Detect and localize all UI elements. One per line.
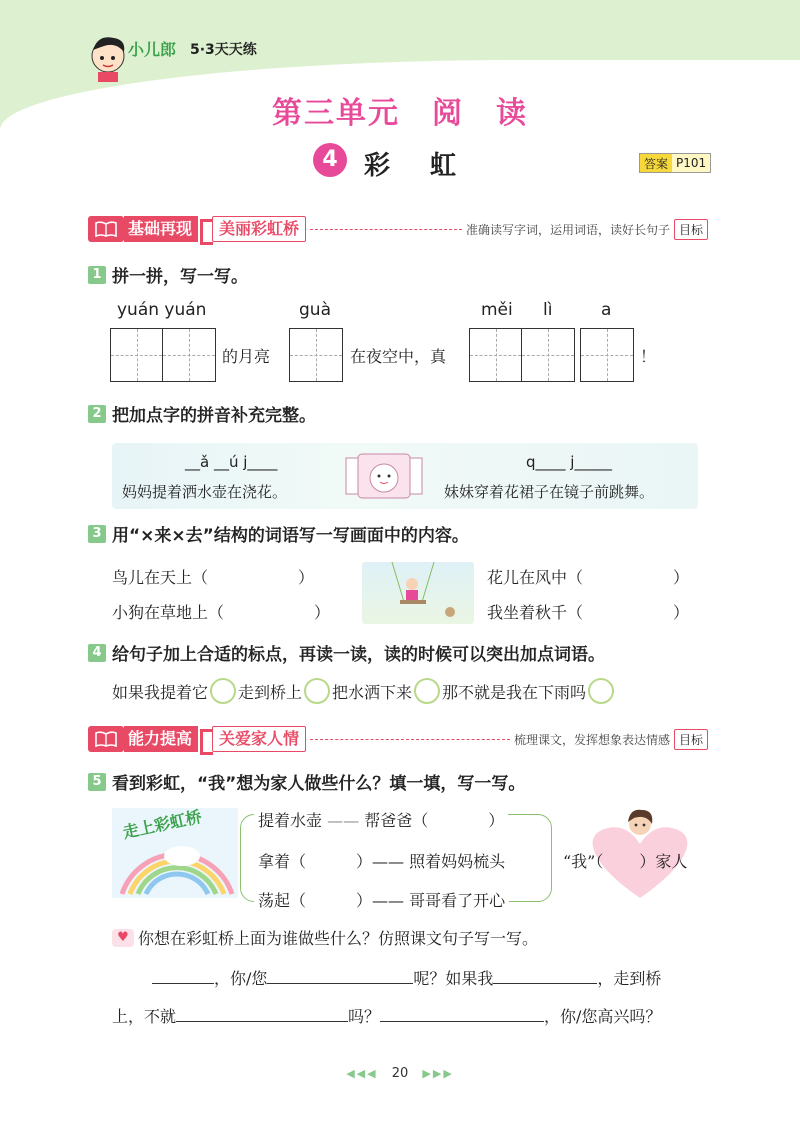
window-illustration (344, 450, 424, 502)
pinyin: guà (299, 300, 331, 320)
lesson-number: 4 (313, 143, 347, 177)
answer-label: 答案 (640, 154, 672, 172)
book-icon (88, 726, 124, 752)
q3-item: 小狗在草地上（ ） (112, 603, 331, 622)
sentence-right: 妹妹穿着花裙子在镜子前跳舞。 (444, 483, 655, 501)
pinyin: měi (481, 300, 513, 320)
section-goal: 准确读写字词，运用词语，读好长句子 (465, 222, 670, 237)
goal-label: 目标 (674, 729, 708, 750)
punctuation-sentence: 如果我提着它 走到桥上 把水洒下来 那不就是我在下雨吗 (112, 678, 616, 704)
page-number: 20 (391, 1066, 409, 1081)
brand-series: 5·3天天练 (190, 42, 257, 58)
question-number: 4 (88, 644, 106, 662)
punctuation-circle[interactable] (210, 678, 236, 704)
q5-row: 拿着（ ）—— 照着妈妈梳头 (254, 849, 509, 872)
pinyin-blanks-right[interactable]: q____ j_____ (526, 453, 612, 471)
unit-title: 第三单元 阅 读 (272, 96, 528, 131)
q5-center: “我”（ ）家人 (563, 852, 688, 871)
question-1 (88, 262, 248, 287)
dashed-line (310, 229, 462, 230)
sentence-end: ！ (640, 347, 657, 366)
pinyin: a (601, 300, 612, 320)
question-5 (88, 769, 525, 794)
punctuation-circle[interactable] (588, 678, 614, 704)
question-3 (88, 521, 469, 546)
dashed-line (310, 739, 510, 740)
goal-label: 目标 (674, 219, 708, 240)
q3-item: 我坐着秋千（ ） (487, 603, 690, 622)
sentence-text: 的月亮 (222, 347, 271, 366)
sentence-text: 在夜空中，真 (350, 347, 447, 366)
pinyin: yuán yuán (117, 300, 207, 320)
question-prompt: 看到彩虹，“我”想为家人做些什么？填一填，写一写。 (112, 774, 526, 794)
section-name: 基础再现 (124, 216, 198, 242)
question-number: 3 (88, 525, 106, 543)
brand-name: 小儿郎 (128, 40, 177, 59)
extension-prompt: ♥ 你想在彩虹桥上面为谁做些什么？仿照课文句子写一写。 (112, 926, 538, 949)
page-footer (0, 1066, 800, 1081)
bridge-label: 走上彩虹桥 (121, 806, 204, 843)
pinyin: lì (543, 300, 553, 320)
pinyin-blanks-left[interactable]: __ǎ __ú j____ (185, 453, 278, 471)
question-number: 1 (88, 266, 106, 284)
writing-line-2[interactable]: 上，不就 吗？ ，你/您高兴吗？ (112, 1007, 662, 1026)
lesson-title: 彩虹 (364, 151, 497, 181)
left-arrows-icon: ◀◀◀ (346, 1067, 378, 1080)
section-tag: 关爱家人情 (212, 726, 306, 752)
question-prompt: 用“×来×去”结构的词语写一写画面中的内容。 (112, 526, 469, 546)
question-number: 5 (88, 773, 106, 791)
writing-line-1[interactable]: ，你/您 呢？如果我 ，走到桥 (152, 966, 661, 989)
sentence-left: 妈妈提着洒水壶在浇花。 (122, 483, 288, 501)
writing-grid[interactable] (289, 328, 343, 382)
writing-grid[interactable] (110, 328, 216, 382)
q3-item: 鸟儿在天上（ ） (112, 568, 315, 587)
writing-grid[interactable] (580, 328, 634, 382)
book-icon (88, 216, 124, 242)
swing-illustration (362, 562, 474, 624)
question-prompt: 把加点字的拼音补充完整。 (112, 406, 316, 426)
answer-page: P101 (676, 156, 707, 170)
q3-item: 花儿在风中（ ） (487, 568, 690, 587)
punctuation-circle[interactable] (414, 678, 440, 704)
writing-grid[interactable] (469, 328, 575, 382)
right-arrows-icon: ▶▶▶ (422, 1067, 454, 1080)
question-4 (88, 640, 605, 665)
question-number: 2 (88, 405, 106, 423)
question-prompt: 拼一拼，写一写。 (112, 267, 248, 287)
section-goal: 梳理课文，发挥想象表达情感 (513, 732, 670, 747)
q5-row: 荡起（ ）—— 哥哥看了开心 (254, 888, 509, 911)
section-divider (198, 726, 212, 752)
heart-icon: ♥ (112, 929, 134, 947)
section-bar-basic (88, 215, 708, 243)
section-divider (198, 216, 212, 242)
section-name: 能力提高 (124, 726, 198, 752)
question-2 (88, 401, 316, 426)
question-prompt: 给句子加上合适的标点，再读一读，读的时候可以突出加点词语。 (112, 645, 605, 665)
section-tag: 美丽彩虹桥 (212, 216, 306, 242)
punctuation-circle[interactable] (304, 678, 330, 704)
q5-row: 提着水壶 —— 帮爸爸（ ） (254, 808, 508, 831)
section-bar-ability (88, 725, 708, 753)
answer-badge (639, 153, 711, 173)
